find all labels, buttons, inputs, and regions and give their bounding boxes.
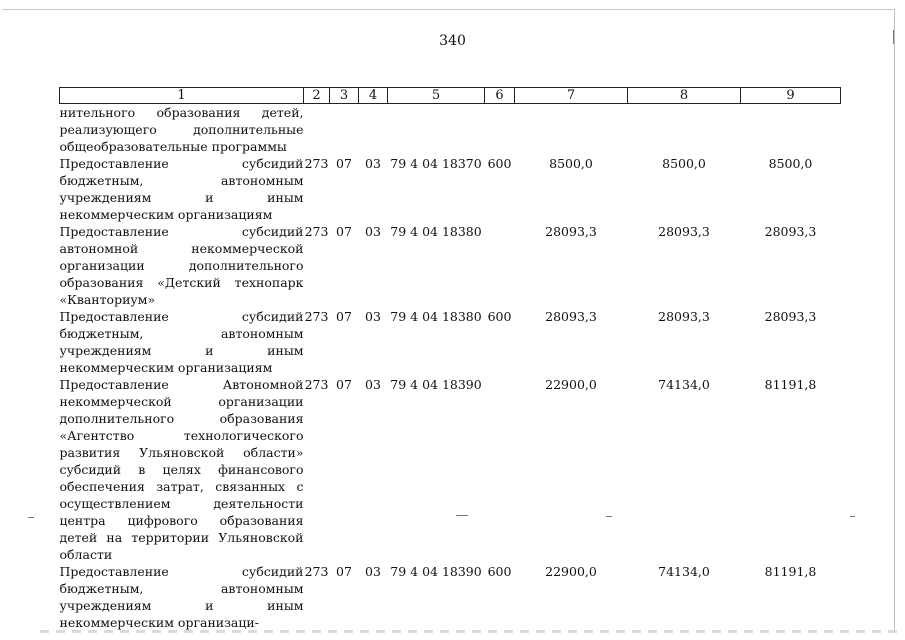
subsection-code: 03 [365, 564, 381, 579]
row-description: Предоставление субсидий бюджетным, автономным учреждениям и иным некоммерческим организаци- [59, 564, 304, 630]
table-row [60, 308, 841, 376]
row-description: Предоставление Автономной некоммерческой организации дополнительного образования «Агентство технологического развития Ульяновской области» субсидий в целях финансового обеспечения затрат, связанных с осуществлением деятельности центра цифрового образования детей на территории Ульяновской области [59, 377, 304, 562]
amount-col7: 28093,3 [545, 224, 597, 239]
table-row [60, 104, 841, 156]
subsection-code [359, 104, 388, 156]
column-header: 9 [741, 88, 841, 104]
ministry-code: 273 [304, 564, 329, 579]
page-number: 340 [439, 33, 466, 49]
scan-speck [456, 515, 468, 516]
section-code: 07 [336, 224, 352, 239]
section-code [330, 104, 359, 156]
expense-type-code [485, 376, 515, 563]
amount-col8: 74134,0 [658, 377, 710, 392]
budget-table [59, 87, 841, 631]
scan-edge-noise [40, 630, 900, 633]
amount-col9 [741, 104, 841, 156]
column-header: 7 [515, 88, 628, 104]
expense-type-code [485, 223, 515, 308]
amount-col8: 74134,0 [658, 564, 710, 579]
amount-col9: 28093,3 [764, 309, 817, 324]
table-row [60, 376, 841, 563]
subsection-code: 03 [365, 156, 381, 171]
amount-col7: 28093,3 [545, 309, 597, 324]
scan-speck [850, 516, 855, 517]
column-header: 3 [330, 88, 359, 104]
scan-speck [606, 516, 612, 517]
amount-col9: 81191,8 [764, 377, 817, 392]
target-article-code: 79 4 04 18370 [390, 156, 482, 171]
table-row [60, 223, 841, 308]
column-header: 4 [359, 88, 388, 104]
row-description: Предоставление субсидий бюджетным, автономным учреждениям и иным некоммерческим организациям [59, 156, 304, 222]
subsection-code: 03 [365, 309, 381, 324]
table-row [60, 155, 841, 223]
target-article-code: 79 4 04 18390 [390, 377, 482, 392]
ministry-code: 273 [304, 309, 329, 324]
ministry-code: 273 [304, 156, 329, 171]
expense-type-code: 600 [487, 156, 512, 171]
subsection-code: 03 [365, 224, 381, 239]
row-description: Предоставление субсидий бюджетным, автономным учреждениям и иным некоммерческим организациям [59, 309, 304, 375]
target-article-code: 79 4 04 18380 [390, 224, 482, 239]
section-code: 07 [336, 156, 352, 171]
amount-col8: 28093,3 [658, 224, 710, 239]
column-header: 6 [485, 88, 515, 104]
column-header: 1 [60, 88, 304, 104]
amount-col7: 22900,0 [545, 564, 597, 579]
amount-col7 [515, 104, 628, 156]
amount-col7: 8500,0 [549, 156, 593, 171]
amount-col7: 22900,0 [545, 377, 597, 392]
expense-type-code: 600 [487, 564, 512, 579]
scan-speck [893, 30, 894, 44]
section-code: 07 [336, 309, 352, 324]
amount-col8 [628, 104, 741, 156]
target-article-code [388, 104, 485, 156]
amount-col9: 8500,0 [768, 156, 813, 171]
amount-col8: 8500,0 [662, 156, 706, 171]
amount-col9: 81191,8 [764, 564, 817, 579]
subsection-code: 03 [365, 377, 381, 392]
ministry-code: 273 [304, 224, 329, 239]
expense-type-code [485, 104, 515, 156]
ministry-code: 273 [304, 377, 329, 392]
amount-col9: 28093,3 [764, 224, 817, 239]
amount-col8: 28093,3 [658, 309, 710, 324]
expense-type-code: 600 [487, 309, 512, 324]
section-code: 07 [336, 564, 352, 579]
column-header: 8 [628, 88, 741, 104]
ministry-code [304, 104, 330, 156]
scan-speck [28, 517, 34, 518]
section-code: 07 [336, 377, 352, 392]
row-description: Предоставление субсидий автономной некоммерческой организации дополнительного образования «Детский технопарк «Кванториум» [59, 224, 304, 307]
target-article-code: 79 4 04 18380 [390, 309, 482, 324]
column-header: 5 [388, 88, 485, 104]
table-header-row [60, 88, 841, 104]
column-header: 2 [304, 88, 330, 104]
target-article-code: 79 4 04 18390 [390, 564, 482, 579]
row-description: нительного образования детей, реализующего дополнительные общеобразовательные программы [59, 105, 304, 154]
table-row [60, 563, 841, 631]
